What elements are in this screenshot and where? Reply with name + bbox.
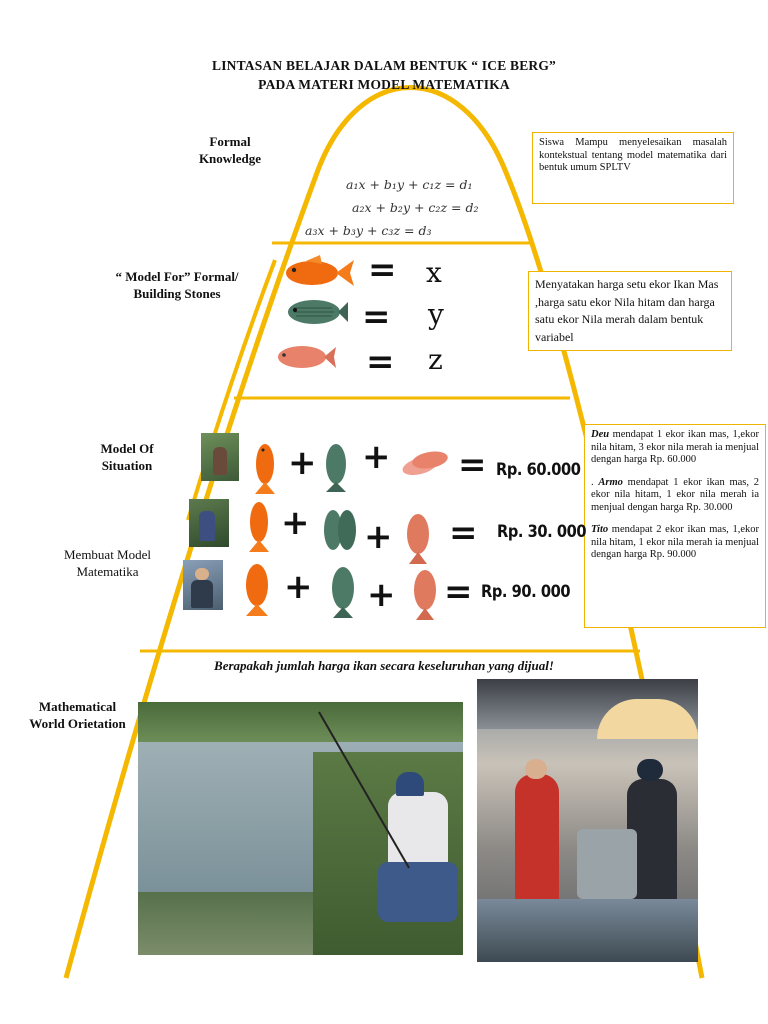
- tilapia-icon: [282, 296, 348, 328]
- person-photo-armo: [189, 499, 229, 547]
- label-model-of-situation: Model Of Situation: [100, 441, 154, 473]
- plus-sign: +: [284, 567, 313, 607]
- equals-sign: =: [458, 445, 487, 485]
- equation-1: a₁x + b₁y + c₁z = d₁: [346, 177, 473, 192]
- variable-x: x: [426, 256, 442, 289]
- goldfish-vertical-icon: [244, 496, 274, 552]
- story-text-armo: mendapat 1 ekor ikan mas, 2 ekor nila hitam, 1 ekor nila merah ia menjual dengan harga Rp. 30.000: [591, 476, 760, 513]
- fish-market-photo: [477, 679, 698, 962]
- plus-sign: +: [281, 503, 310, 543]
- plus-sign: +: [364, 517, 393, 557]
- story-armo: [591, 477, 759, 515]
- equation-2: a₂x + b₂y + c₂z = d₂: [352, 200, 479, 215]
- variable-y: y: [428, 298, 444, 331]
- equals-sign: =: [449, 513, 478, 553]
- fishing-photo: [138, 702, 463, 955]
- story-name-tito: Tito: [591, 524, 609, 535]
- red-tilapia-vertical-icon: [410, 564, 440, 620]
- price-row-1: Rp. 60.000: [496, 460, 581, 480]
- plus-sign: +: [367, 575, 396, 615]
- label-mathematical-world: Mathematical World Orietation: [29, 699, 126, 731]
- red-tilapia-group-icon: [400, 446, 450, 480]
- equals-sign: =: [444, 572, 473, 612]
- price-row-2: Rp. 30. 000: [497, 522, 587, 542]
- price-row-3: Rp. 90. 000: [481, 582, 571, 602]
- story-prefix-armo: .: [591, 476, 599, 488]
- label-formal-knowledge: Formal Knowledge: [198, 134, 262, 166]
- story-deu: [591, 429, 759, 467]
- tilapia-vertical-icon: [322, 438, 350, 492]
- question-text: Berapakah jumlah harga ikan secara keseluruhan yang dijual!: [214, 658, 554, 673]
- plus-sign: +: [362, 437, 391, 477]
- story-tito: [591, 524, 759, 562]
- tilapia-vertical-icon: [328, 562, 358, 618]
- label-model-for: “ Model For” Formal/ Building Stones: [115, 269, 239, 301]
- red-tilapia-vertical-icon: [403, 508, 433, 564]
- equation-3: a₃x + b₃y + c₃z = d₃: [305, 223, 432, 238]
- goldfish-vertical-icon: [240, 558, 274, 616]
- story-text-deu: mendapat 1 ekor ikan mas, 1,ekor nila hitam, 3 ekor nila merah ia menjual dengan harga Rp. 60.000: [591, 429, 759, 465]
- tilapia-pair-icon: [322, 504, 358, 556]
- title-line-2: PADA MATERI MODEL MATEMATIKA: [258, 77, 510, 92]
- info-box-story: [584, 424, 766, 628]
- red-tilapia-icon: [272, 342, 336, 372]
- person-photo-deu: [201, 433, 239, 481]
- equals-sign: =: [368, 250, 397, 290]
- story-name-armo: Armo: [598, 476, 623, 488]
- equals-sign: =: [366, 342, 395, 382]
- goldfish-vertical-icon: [250, 438, 280, 494]
- goldfish-icon: [276, 254, 356, 292]
- plus-sign: +: [288, 443, 317, 483]
- story-name-deu: Deu: [591, 429, 610, 440]
- info-box-spltv: Siswa Mampu menyelesaikan masalah kontekstual tentang model matematika dari bentuk umum SPLTV: [532, 132, 734, 204]
- variable-z: z: [428, 343, 443, 376]
- label-membuat-model: Membuat Model Matematika: [63, 547, 151, 579]
- title-line-1: LINTASAN BELAJAR DALAM BENTUK “ ICE BERG”: [212, 58, 556, 73]
- story-text-tito: mendapat 2 ekor ikan mas, 1,ekor nila hitam, 1 ekor nila merah ia menjual dengan harga Rp. 90.000: [591, 524, 759, 560]
- info-box-harga-variabel: Menyatakan harga setu ekor Ikan Mas ,harga satu ekor Nila hitam dan harga satu ekor Nila merah dalam bentuk variabel: [528, 271, 732, 351]
- person-photo-tito: [183, 560, 223, 610]
- equals-sign: =: [362, 297, 391, 337]
